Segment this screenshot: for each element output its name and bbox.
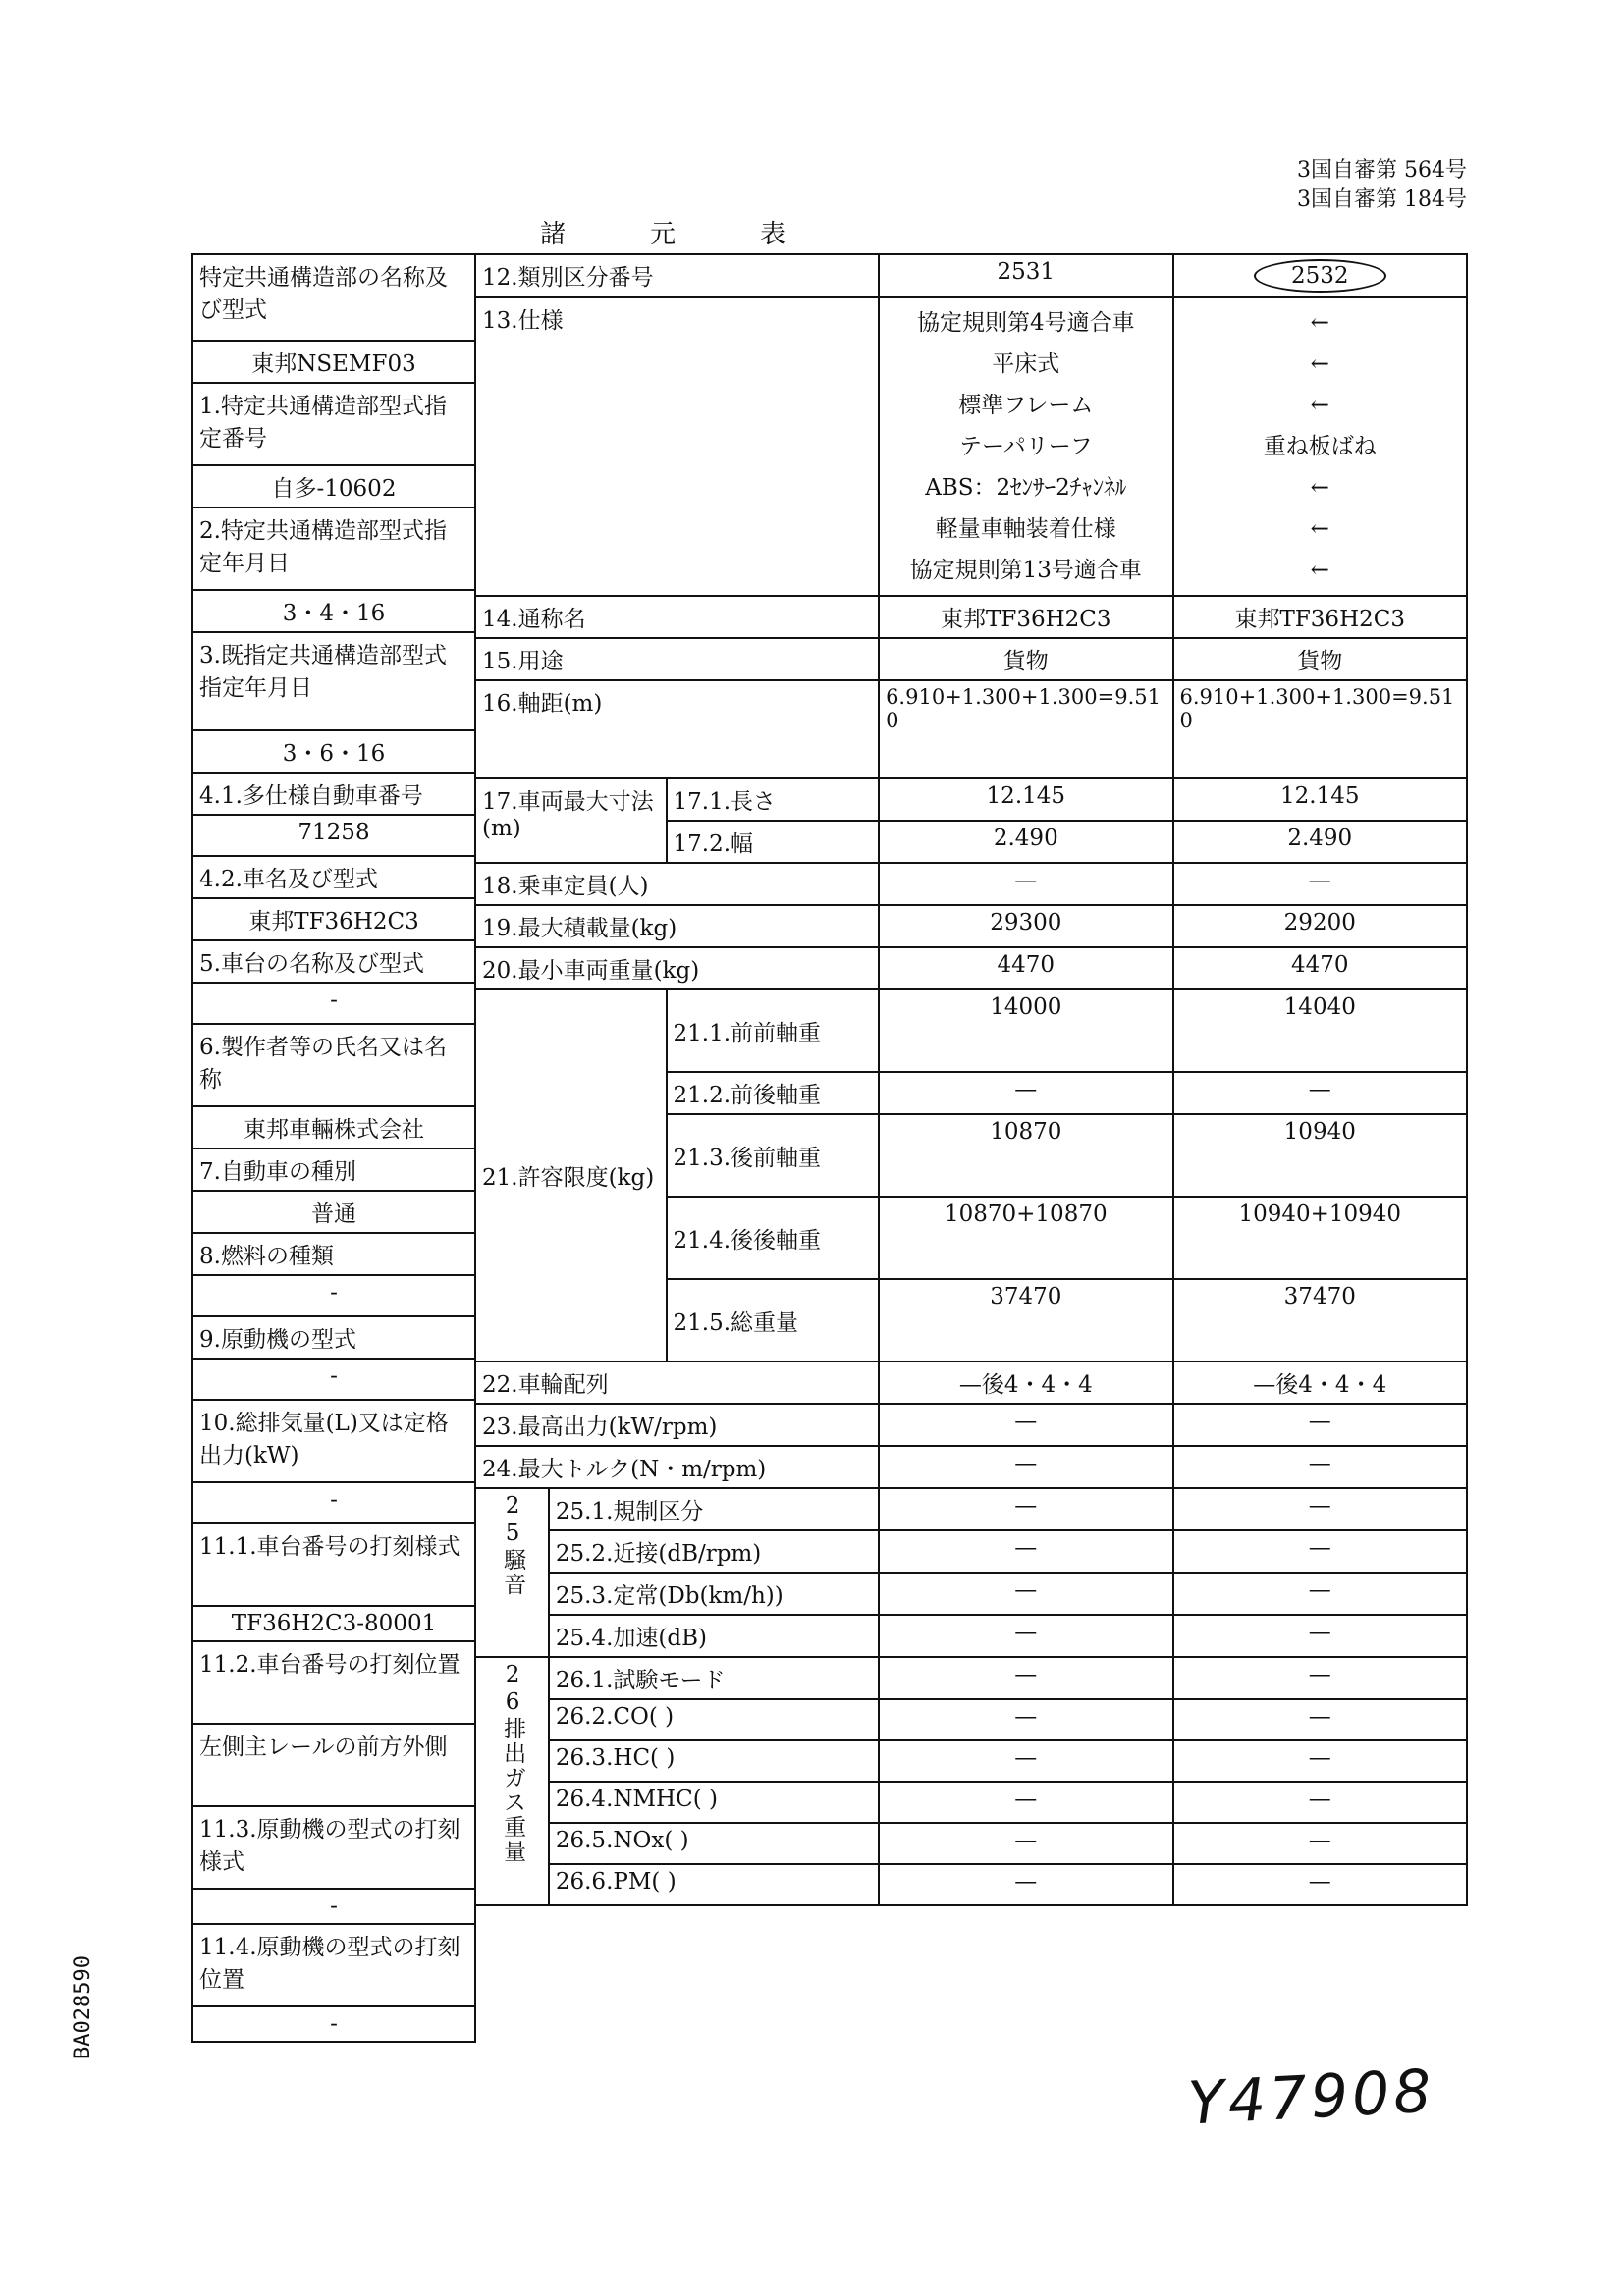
value-length-b: 12.145 bbox=[1173, 778, 1467, 821]
value-length-a: 12.145 bbox=[879, 778, 1172, 821]
value-gross-weight-b: 37470 bbox=[1173, 1279, 1467, 1362]
label-noise-category: 25.1.規制区分 bbox=[549, 1488, 879, 1530]
label-designation-date: 2.特定共通構造部型式指定年月日 bbox=[192, 507, 475, 590]
value-chassis-stamp-position: 左側主レールの前方外側 bbox=[192, 1724, 475, 1806]
spec-list-b bbox=[1173, 297, 1467, 596]
label-multi-spec-number: 4.1.多仕様自動車番号 bbox=[192, 773, 475, 815]
spec-b-item: ← bbox=[1310, 351, 1329, 377]
label-noise: 25騒音 bbox=[500, 1493, 526, 1597]
label-pm: 26.6.PM( ) bbox=[549, 1864, 879, 1905]
value-nmhc-b: — bbox=[1173, 1782, 1467, 1823]
value-vehicle-name: 東邦TF36H2C3 bbox=[192, 898, 475, 940]
value-usage-a: 貨物 bbox=[879, 638, 1172, 680]
label-front-front-axle: 21.1.前前軸重 bbox=[667, 989, 880, 1072]
value-gross-weight-a: 37470 bbox=[879, 1279, 1172, 1362]
spec-a-item: 軽量車軸装着仕様 bbox=[935, 516, 1116, 542]
value-displacement: - bbox=[192, 1482, 475, 1523]
label-common-structure-name: 特定共通構造部の名称及び型式 bbox=[192, 254, 475, 341]
value-multi-spec-number: 71258 bbox=[192, 815, 475, 856]
label-allowable-limit: 21.許容限度(kg) bbox=[475, 989, 667, 1362]
value-hc-b: — bbox=[1173, 1740, 1467, 1782]
value-wheel-arrangement-a: —後4・4・4 bbox=[879, 1362, 1172, 1404]
value-designation-number: 自多-10602 bbox=[192, 465, 475, 507]
value-noise-proximity-b: — bbox=[1173, 1530, 1467, 1573]
value-noise-proximity-a: — bbox=[879, 1530, 1172, 1573]
label-manufacturer: 6.製作者等の氏名又は名称 bbox=[192, 1024, 475, 1106]
value-fuel-type: - bbox=[192, 1275, 475, 1316]
value-min-weight-a: 4470 bbox=[879, 947, 1172, 989]
spec-a-item: テーパリーフ bbox=[958, 434, 1093, 459]
label-existing-designation-date: 3.既指定共通構造部型式指定年月日 bbox=[192, 632, 475, 730]
value-max-load-a: 29300 bbox=[879, 905, 1172, 947]
spec-b-item: 重ね板ばね bbox=[1263, 434, 1377, 459]
value-co-a: — bbox=[879, 1699, 1172, 1740]
label-max-dimensions: 17.車両最大寸法(m) bbox=[475, 778, 667, 863]
value-rear-front-axle-a: 10870 bbox=[879, 1114, 1172, 1197]
label-fuel-type: 8.燃料の種類 bbox=[192, 1233, 475, 1275]
value-seating-capacity-b: — bbox=[1173, 863, 1467, 905]
value-engine-stamp-style: - bbox=[192, 1889, 475, 1924]
value-noise-steady-a: — bbox=[879, 1573, 1172, 1615]
value-chassis-name: - bbox=[192, 983, 475, 1024]
label-max-torque: 24.最大トルク(N・m/rpm) bbox=[475, 1446, 879, 1488]
label-wheelbase: 16.軸距(m) bbox=[475, 680, 879, 778]
label-co: 26.2.CO( ) bbox=[549, 1699, 879, 1740]
value-common-structure-name: 東邦NSEMF03 bbox=[192, 341, 475, 383]
value-test-mode-b: — bbox=[1173, 1657, 1467, 1699]
label-chassis-stamp-style: 11.1.車台番号の打刻様式 bbox=[192, 1523, 475, 1606]
value-max-output-b: — bbox=[1173, 1404, 1467, 1446]
value-manufacturer: 東邦車輛株式会社 bbox=[192, 1106, 475, 1148]
value-usage-b: 貨物 bbox=[1173, 638, 1467, 680]
value-rear-rear-axle-a: 10870+10870 bbox=[879, 1197, 1172, 1279]
label-engine-stamp-style: 11.3.原動機の型式の打刻様式 bbox=[192, 1806, 475, 1889]
label-engine-stamp-position: 11.4.原動機の型式の打刻位置 bbox=[192, 1924, 475, 2006]
value-existing-designation-date: 3・6・16 bbox=[192, 730, 475, 773]
value-common-name-b: 東邦TF36H2C3 bbox=[1173, 596, 1467, 638]
value-max-torque-b: — bbox=[1173, 1446, 1467, 1488]
label-displacement: 10.総排気量(L)又は定格出力(kW) bbox=[192, 1400, 475, 1482]
value-max-torque-a: — bbox=[879, 1446, 1172, 1488]
label-max-load: 19.最大積載量(kg) bbox=[475, 905, 879, 947]
label-rear-rear-axle: 21.4.後後軸重 bbox=[667, 1197, 880, 1279]
spec-b-item: ← bbox=[1310, 475, 1329, 501]
value-front-front-axle-a: 14000 bbox=[879, 989, 1172, 1072]
spec-a-item: 標準フレーム bbox=[958, 393, 1094, 418]
label-designation-number: 1.特定共通構造部型式指定番号 bbox=[192, 383, 475, 465]
value-noise-category-b: — bbox=[1173, 1488, 1467, 1530]
label-vehicle-type: 7.自動車の種別 bbox=[192, 1148, 475, 1191]
value-front-rear-axle-a: — bbox=[879, 1072, 1172, 1114]
label-vehicle-name: 4.2.車名及び型式 bbox=[192, 856, 475, 898]
approval-number-2: 3国自審第 184号 bbox=[1297, 187, 1467, 212]
value-co-b: — bbox=[1173, 1699, 1467, 1740]
handwritten-number: Y47908 bbox=[1186, 2056, 1437, 2139]
value-pm-a: — bbox=[879, 1864, 1172, 1905]
spec-a-item: ABS：2ｾﾝｻｰ2ﾁｬﾝﾈﾙ bbox=[925, 475, 1127, 501]
value-nox-a: — bbox=[879, 1823, 1172, 1864]
left-spec-table bbox=[191, 253, 476, 2043]
spec-a-item: 協定規則第4号適合車 bbox=[916, 310, 1135, 336]
value-seating-capacity-a: — bbox=[879, 863, 1172, 905]
value-front-rear-axle-b: — bbox=[1173, 1072, 1467, 1114]
label-hc: 26.3.HC( ) bbox=[549, 1740, 879, 1782]
value-category-number-b: 2532 bbox=[1254, 259, 1386, 293]
label-noise-acceleration: 25.4.加速(dB) bbox=[549, 1615, 879, 1657]
value-noise-category-a: — bbox=[879, 1488, 1172, 1530]
spec-b-item: ← bbox=[1310, 558, 1329, 583]
value-max-output-a: — bbox=[879, 1404, 1172, 1446]
label-min-weight: 20.最小車両重量(kg) bbox=[475, 947, 879, 989]
spec-a-item: 平床式 bbox=[992, 351, 1060, 377]
label-noise-steady: 25.3.定常(Db(km/h)) bbox=[549, 1573, 879, 1615]
value-noise-acceleration-b: — bbox=[1173, 1615, 1467, 1657]
value-wheelbase-b: 6.910+1.300+1.300=9.510 bbox=[1173, 680, 1467, 778]
right-spec-table bbox=[474, 253, 1468, 1906]
value-designation-date: 3・4・16 bbox=[192, 590, 475, 632]
side-document-number: BA028590 bbox=[71, 1955, 95, 2059]
value-test-mode-a: — bbox=[879, 1657, 1172, 1699]
label-usage: 15.用途 bbox=[475, 638, 879, 680]
label-common-name: 14.通称名 bbox=[475, 596, 879, 638]
value-vehicle-type: 普通 bbox=[192, 1191, 475, 1233]
label-seating-capacity: 18.乗車定員(人) bbox=[475, 863, 879, 905]
spec-list-a bbox=[879, 297, 1172, 596]
approval-number-1: 3国自審第 564号 bbox=[1297, 158, 1467, 183]
value-width-a: 2.490 bbox=[879, 821, 1172, 863]
label-emission: 26排出ガス重量 bbox=[500, 1662, 526, 1864]
label-wheel-arrangement: 22.車輪配列 bbox=[475, 1362, 879, 1404]
label-chassis-name: 5.車台の名称及び型式 bbox=[192, 940, 475, 983]
spec-a-item: 協定規則第13号適合車 bbox=[909, 558, 1142, 583]
value-noise-steady-b: — bbox=[1173, 1573, 1467, 1615]
label-rear-front-axle: 21.3.後前軸重 bbox=[667, 1114, 880, 1197]
label-category-number: 12.類別区分番号 bbox=[475, 254, 879, 297]
value-pm-b: — bbox=[1173, 1864, 1467, 1905]
value-chassis-stamp-style: TF36H2C3-80001 bbox=[192, 1606, 475, 1641]
label-engine-model: 9.原動機の型式 bbox=[192, 1316, 475, 1359]
label-chassis-stamp-position: 11.2.車台番号の打刻位置 bbox=[192, 1641, 475, 1724]
label-width: 17.2.幅 bbox=[667, 821, 880, 863]
label-noise-proximity: 25.2.近接(dB/rpm) bbox=[549, 1530, 879, 1573]
value-wheel-arrangement-b: —後4・4・4 bbox=[1173, 1362, 1467, 1404]
label-max-output: 23.最高出力(kW/rpm) bbox=[475, 1404, 879, 1446]
label-test-mode: 26.1.試験モード bbox=[549, 1657, 879, 1699]
value-noise-acceleration-a: — bbox=[879, 1615, 1172, 1657]
value-nox-b: — bbox=[1173, 1823, 1467, 1864]
value-wheelbase-a: 6.910+1.300+1.300=9.510 bbox=[879, 680, 1172, 778]
value-engine-model: - bbox=[192, 1359, 475, 1400]
value-common-name-a: 東邦TF36H2C3 bbox=[879, 596, 1172, 638]
spec-b-item: ← bbox=[1310, 310, 1329, 336]
label-front-rear-axle: 21.2.前後軸重 bbox=[667, 1072, 880, 1114]
value-rear-rear-axle-b: 10940+10940 bbox=[1173, 1197, 1467, 1279]
value-nmhc-a: — bbox=[879, 1782, 1172, 1823]
value-hc-a: — bbox=[879, 1740, 1172, 1782]
page-title: 諸 元 表 bbox=[540, 220, 788, 249]
spec-b-item: ← bbox=[1310, 516, 1329, 542]
label-length: 17.1.長さ bbox=[667, 778, 880, 821]
spec-b-item: ← bbox=[1310, 393, 1329, 418]
label-nmhc: 26.4.NMHC( ) bbox=[549, 1782, 879, 1823]
value-width-b: 2.490 bbox=[1173, 821, 1467, 863]
label-nox: 26.5.NOx( ) bbox=[549, 1823, 879, 1864]
value-min-weight-b: 4470 bbox=[1173, 947, 1467, 989]
value-max-load-b: 29200 bbox=[1173, 905, 1467, 947]
value-category-number-a: 2531 bbox=[879, 254, 1172, 297]
value-rear-front-axle-b: 10940 bbox=[1173, 1114, 1467, 1197]
label-specification: 13.仕様 bbox=[475, 297, 879, 596]
label-gross-weight: 21.5.総重量 bbox=[667, 1279, 880, 1362]
value-engine-stamp-position: - bbox=[192, 2006, 475, 2042]
value-front-front-axle-b: 14040 bbox=[1173, 989, 1467, 1072]
